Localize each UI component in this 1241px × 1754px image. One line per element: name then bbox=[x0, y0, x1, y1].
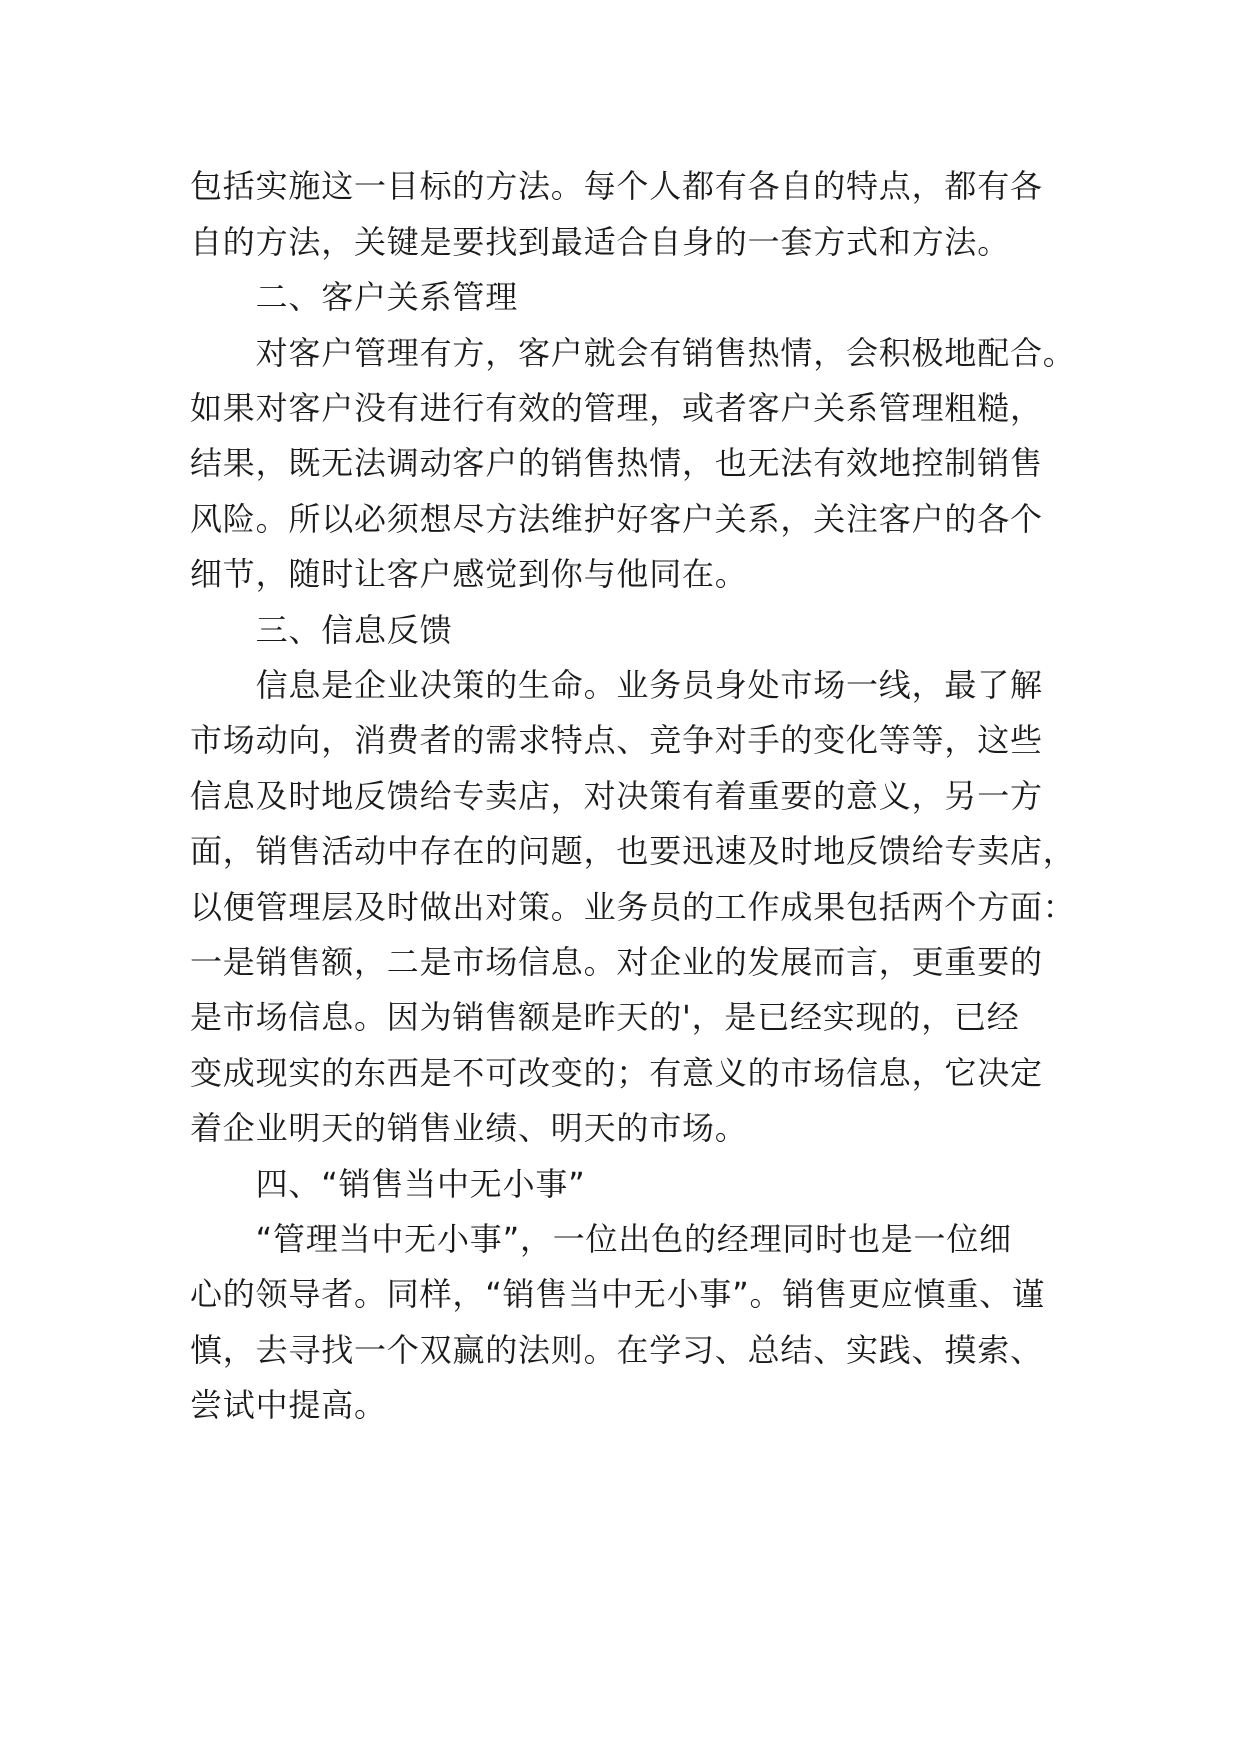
body-text-line: 风险。所以必须想尽方法维护好客户关系，关注客户的各个 bbox=[190, 500, 1043, 538]
body-text-line: “管理当中无小事”，一位出色的经理同时也是一位细 bbox=[190, 1220, 1012, 1258]
body-text-line: 自的方法，关键是要找到最适合自身的一套方式和方法。 bbox=[190, 223, 1011, 261]
body-text-line: 对客户管理有方，客户就会有销售热情，会积极地配合。 bbox=[190, 334, 1076, 372]
body-text-line: 着企业明天的销售业绩、明天的市场。 bbox=[190, 1109, 748, 1147]
body-text-line: 结果，既无法调动客户的销售热情，也无法有效地控制销售 bbox=[190, 444, 1043, 482]
section-heading: 三、信息反馈 bbox=[190, 611, 453, 649]
body-text-line: 心的领导者。同样，“销售当中无小事”。销售更应慎重、谨 bbox=[190, 1275, 1045, 1313]
body-text-line: 以便管理层及时做出对策。业务员的工作成果包括两个方面： bbox=[190, 888, 1076, 926]
section-heading: 四、“销售当中无小事” bbox=[190, 1165, 586, 1203]
body-text-line: 一是销售额，二是市场信息。对企业的发展而言，更重要的 bbox=[190, 943, 1043, 981]
body-text-line: 包括实施这一目标的方法。每个人都有各自的特点，都有各 bbox=[190, 167, 1043, 205]
body-text-line: 信息是企业决策的生命。业务员身处市场一线，最了解 bbox=[190, 666, 1043, 704]
body-text-line: 尝试中提高。 bbox=[190, 1386, 387, 1424]
body-text-line: 信息及时地反馈给专卖店，对决策有着重要的意义，另一方 bbox=[190, 777, 1043, 815]
body-text-line: 面，销售活动中存在的问题，也要迅速及时地反馈给专卖店， bbox=[190, 832, 1076, 870]
section-heading: 二、客户关系管理 bbox=[190, 278, 519, 316]
body-text-line: 市场动向，消费者的需求特点、竞争对手的变化等等，这些 bbox=[190, 721, 1043, 759]
body-text-line: 是市场信息。因为销售额是昨天的'，是已经实现的，已经 bbox=[190, 998, 1020, 1036]
body-text-line: 如果对客户没有进行有效的管理，或者客户关系管理粗糙， bbox=[190, 389, 1043, 427]
body-text-line: 变成现实的东西是不可改变的；有意义的市场信息，它决定 bbox=[190, 1054, 1043, 1092]
body-text-line: 细节，随时让客户感觉到你与他同在。 bbox=[190, 555, 748, 593]
body-text-line: 慎，去寻找一个双赢的法则。在学习、总结、实践、摸索、 bbox=[190, 1331, 1043, 1369]
